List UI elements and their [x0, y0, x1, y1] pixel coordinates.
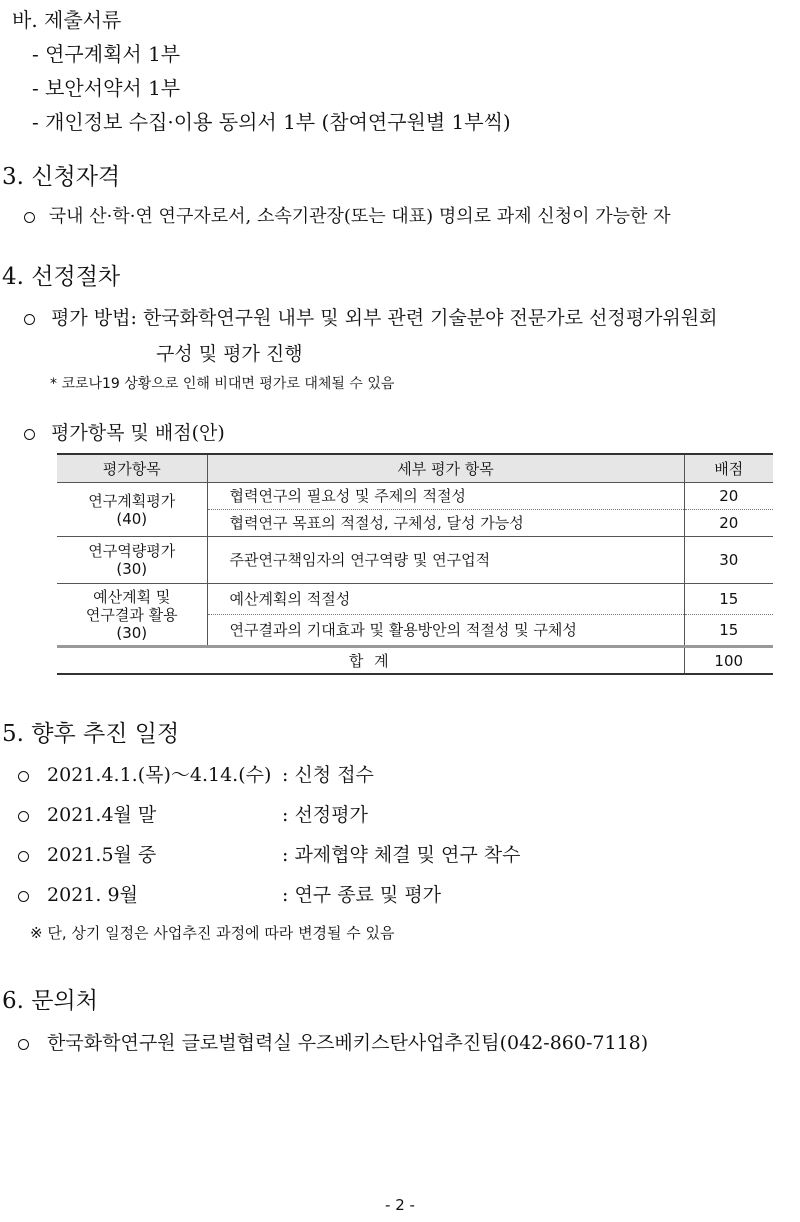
section-3-title: 3. 신청자격 — [2, 164, 121, 190]
category-cell — [57, 537, 207, 584]
evaluation-method-text: 평가 방법: 한국화학연구원 내부 및 외부 관련 기술분야 전문가로 선정평가위원회 — [51, 307, 718, 329]
eligibility-line — [24, 202, 670, 228]
schedule-item — [18, 760, 271, 787]
submission-docs-title: 바. 제출서류 — [12, 8, 122, 32]
table-row — [57, 584, 773, 615]
total-label: 합 계 — [57, 647, 684, 675]
score-cell: 15 — [684, 584, 773, 615]
category-name: 연구계획평가 — [88, 491, 176, 510]
schedule-task: : 신청 접수 — [282, 764, 374, 786]
schedule-task: : 선정평가 — [282, 804, 368, 826]
detail-cell: 협력연구 목표의 적절성, 구체성, 달성 가능성 — [207, 510, 684, 537]
detail-cell: 연구결과의 기대효과 및 활용방안의 적절성 및 구체성 — [207, 615, 684, 647]
page-number: - 2 - — [385, 1196, 415, 1214]
circle-bullet-icon — [24, 212, 35, 223]
header-detail: 세부 평가 항목 — [207, 454, 684, 483]
circle-bullet-icon — [24, 429, 35, 440]
category-points: (30) — [116, 560, 148, 578]
total-row — [57, 647, 773, 675]
schedule-item — [18, 800, 156, 827]
header-score: 배점 — [684, 454, 773, 483]
category-points: (30) — [116, 623, 148, 642]
category-cell — [57, 483, 207, 537]
section-6-title: 6. 문의처 — [2, 988, 98, 1014]
header-category: 평가항목 — [57, 454, 207, 483]
submission-doc-item: - 보안서약서 1부 — [32, 76, 181, 100]
covid-note: * 코로나19 상황으로 인해 비대면 평가로 대체될 수 있음 — [50, 376, 395, 392]
schedule-item — [18, 840, 156, 867]
circle-bullet-icon — [18, 851, 29, 862]
contact-text: 한국화학연구원 글로벌협력실 우즈베키스탄사업추진팀(042-860-7118) — [47, 1032, 649, 1054]
evaluation-items-line — [24, 418, 225, 445]
table-header-row — [57, 454, 773, 483]
circle-bullet-icon — [18, 891, 29, 902]
submission-doc-item: - 개인정보 수집·이용 동의서 1부 (참여연구원별 1부씩) — [32, 110, 511, 134]
table-row — [57, 483, 773, 510]
schedule-date: 2021.5월 중 — [47, 844, 157, 866]
table-row — [57, 537, 773, 584]
category-name: 연구결과 활용 — [85, 605, 178, 624]
evaluation-method-continued: 구성 및 평가 진행 — [156, 343, 303, 365]
circle-bullet-icon — [24, 314, 35, 325]
schedule-task: : 과제협약 체결 및 연구 착수 — [282, 844, 521, 866]
circle-bullet-icon — [18, 1039, 29, 1050]
schedule-item — [18, 880, 138, 907]
category-points: (40) — [116, 509, 148, 528]
detail-cell: 주관연구책임자의 연구역량 및 연구업적 — [207, 537, 684, 584]
evaluation-items-title: 평가항목 및 배점(안) — [51, 422, 225, 444]
contact-line — [18, 1028, 648, 1055]
circle-bullet-icon — [18, 771, 29, 782]
evaluation-table — [57, 453, 773, 675]
evaluation-method-line — [24, 303, 718, 330]
category-cell — [57, 584, 207, 647]
circle-bullet-icon — [18, 811, 29, 822]
score-cell: 15 — [719, 621, 739, 639]
schedule-task: : 연구 종료 및 평가 — [282, 884, 442, 906]
score-cell: 30 — [684, 537, 773, 584]
eligibility-text: 국내 산·학·연 연구자로서, 소속기관장(또는 대표) 명의로 과제 신청이 가능한 자 — [48, 206, 671, 227]
schedule-date: 2021. 9월 — [47, 884, 138, 906]
section-4-title: 4. 선정절차 — [2, 264, 121, 290]
submission-doc-item: - 연구계획서 1부 — [32, 42, 181, 66]
detail-cell: 협력연구의 필요성 및 주제의 적절성 — [207, 483, 684, 510]
schedule-note: ※ 단, 상기 일정은 사업추진 과정에 따라 변경될 수 있음 — [30, 924, 395, 942]
total-score: 100 — [684, 647, 773, 675]
category-name: 연구역량평가 — [88, 542, 176, 560]
schedule-date: 2021.4월 말 — [47, 804, 157, 826]
section-5-title: 5. 향후 추진 일정 — [2, 721, 180, 747]
score-cell: 20 — [684, 483, 773, 510]
category-name: 예산계획 및 — [93, 587, 171, 606]
schedule-date: 2021.4.1.(목)～4.14.(수) — [47, 764, 272, 786]
score-cell: 20 — [684, 510, 773, 537]
detail-cell: 예산계획의 적절성 — [207, 584, 684, 615]
